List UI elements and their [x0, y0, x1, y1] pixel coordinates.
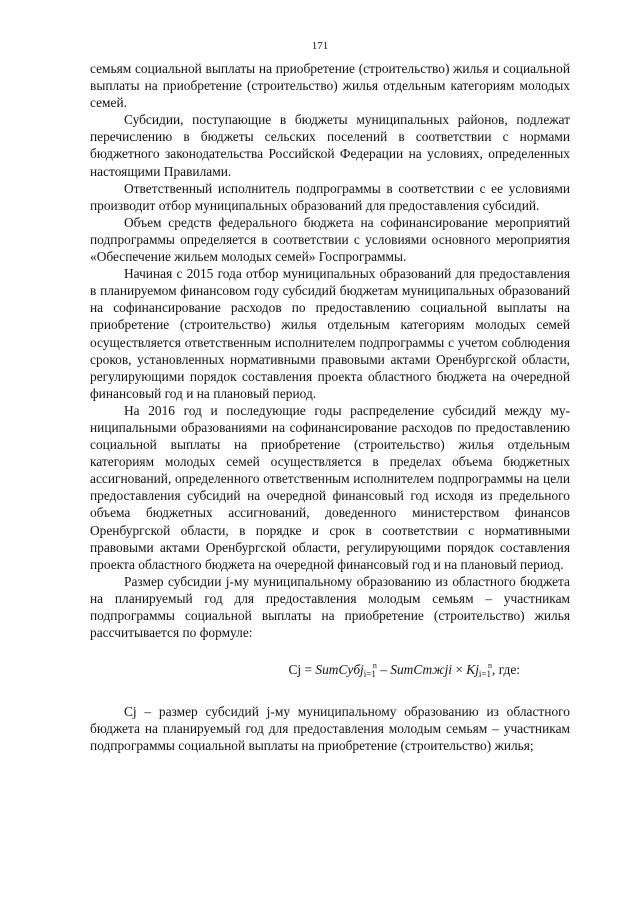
formula-lhs: Cj	[288, 662, 302, 678]
page-number: 171	[311, 40, 329, 52]
paragraph-continuation: семьям социальной выплаты на приобретение (строительство) жилья и социальной выплаты на приобретение (строительство) жилья отдельным категориям молодых семей.	[90, 61, 570, 111]
formula-term-coefficient: Kj	[466, 662, 479, 678]
formula-term3-sup: n	[488, 661, 492, 671]
paragraph: Размер субсидии j-му муниципальному образованию из областного бюджета на планируемый год для предоставления молодым семьям – участникам подпрограммы социальной выплаты на приобретение (строительство) жилья рассчитывается по формуле:	[90, 573, 570, 641]
formula	[90, 657, 570, 683]
paragraph: Субсидии, поступающие в бюджеты муниципальных районов, подлежат перечислению в бюджеты сельских поселений в соответствии с нормами бюджетного законодательства Российской Федерации на условиях, определенных настоящими Правилами.	[90, 112, 570, 179]
formula-term3-sub: i=1	[478, 669, 491, 680]
paragraph: Ответственный исполнитель подпрограммы в соответствии с ее условиями производит отбор муниципальных образований для предоставления субсидий.	[90, 180, 570, 213]
paragraph: Начиная с 2015 года отбор муниципальных образований для предоставления в планируемом финансовом году субсидий бюджетам муниципальных образований на софинансирование расходов по предоставлению социальной выплаты на приобретение (строительство) жилья отдельным категориям молодых семей осуществляется ответственным исполнителем подпрограммы с учетом соблюдения сроков, установленных нормативными правовыми актами Оренбургской области, регулирующими порядок составления проекта областного бюджета на очередной финансовый год и на плановый период.	[90, 266, 570, 401]
formula-term1-sub: i=1	[363, 669, 376, 680]
formula-term1-sup: n	[372, 661, 377, 671]
paragraph: На 2016 год и последующие годы распределение субсидий между муниципальными образованиями на софинансирование расходов по предоставлению социальной выплаты на приобретение (строительство) жилья отдельным категориям молодых семей осуществляется в пределах объема бюджетных ассигнований, определенного ответственным исполнителем подпрограммы на цели предоставления субсидий на очередной финансовый год исходя из предельного объема бюджетных ассигнований, доведенного министерством финансов Оренбургской области, в порядке и срок в соответствии с нормативными правовыми актами Оренбургской области, регулирующими порядок составления проекта областного бюджета на очередной финансовый год и на плановый период.	[90, 402, 570, 572]
paragraph-definition: Cj – размер субсидий j-му муниципальному образованию из областного бюджета на планируемый год для предоставления молодым семьям – участникам подпрограммы социальной выплаты на приобретение (строительство) жилья;	[90, 704, 570, 754]
formula-minus: –	[376, 662, 391, 678]
formula-equals: =	[301, 662, 316, 678]
formula-term-subsidy: SumСубj	[315, 662, 364, 678]
formula-times: ×	[452, 662, 467, 678]
paragraph: Объем средств федерального бюджета на софинансирование мероприятий подпрограммы определяется в соответствии с условиями основного мероприятия «Обеспечение жильем молодых семей» Госпрограммы.	[90, 214, 570, 265]
body-text	[90, 60, 570, 755]
formula-term-cost: SumСтжji	[390, 662, 453, 678]
formula-suffix: , где:	[492, 662, 520, 678]
